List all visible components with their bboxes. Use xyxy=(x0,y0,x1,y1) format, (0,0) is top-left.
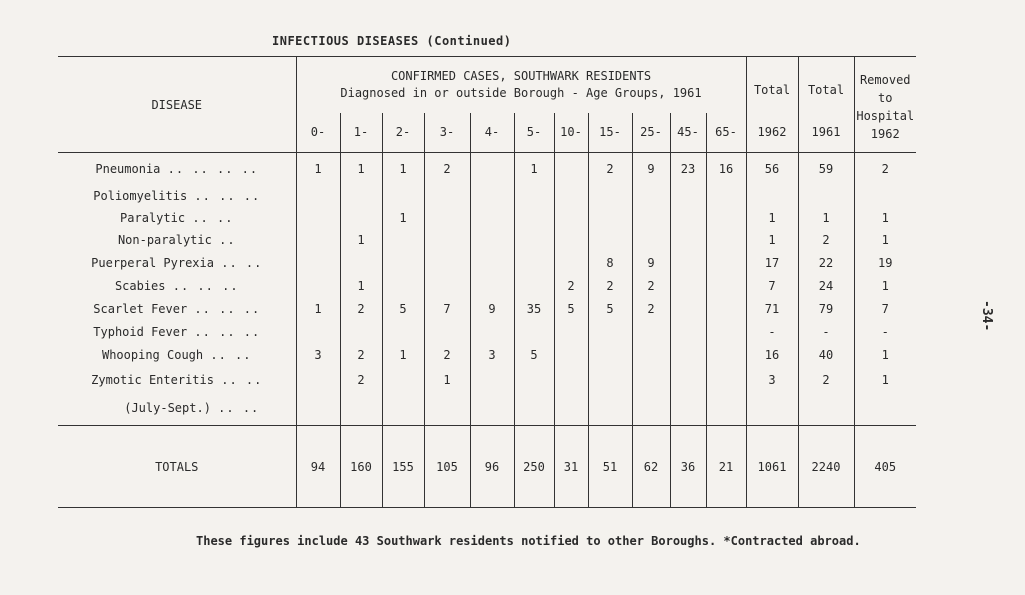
value-cell: 1 xyxy=(746,229,798,251)
table-row xyxy=(58,392,916,426)
value-cell: 2 xyxy=(340,343,382,368)
total-value-cell: 155 xyxy=(382,426,424,508)
value-cell xyxy=(706,368,746,392)
leader-dots: .. .. .. xyxy=(194,188,261,203)
value-cell xyxy=(854,185,916,207)
table-row xyxy=(58,321,916,343)
age-group-header: 2- xyxy=(382,113,424,153)
value-cell: 24 xyxy=(798,275,854,297)
value-cell xyxy=(798,185,854,207)
value-cell: 2 xyxy=(340,368,382,392)
disease-name-cell xyxy=(58,297,296,321)
disease-name-cell xyxy=(58,392,296,426)
disease-header: DISEASE xyxy=(58,57,296,153)
value-cell xyxy=(706,392,746,426)
disease-name-cell xyxy=(58,207,296,229)
value-cell xyxy=(588,229,632,251)
table-row xyxy=(58,368,916,392)
value-cell xyxy=(470,207,514,229)
value-cell xyxy=(514,185,554,207)
total-value-cell: 96 xyxy=(470,426,514,508)
table-row xyxy=(58,207,916,229)
value-cell xyxy=(670,297,706,321)
table-row xyxy=(58,153,916,185)
value-cell xyxy=(470,392,514,426)
leader-dots: .. .. .. .. xyxy=(167,161,259,176)
totals-row xyxy=(58,426,916,508)
value-cell xyxy=(588,343,632,368)
year-1962-header: 1962 xyxy=(746,113,798,153)
value-cell: 2 xyxy=(588,275,632,297)
value-cell xyxy=(424,392,470,426)
value-cell xyxy=(854,392,916,426)
value-cell xyxy=(798,392,854,426)
value-cell xyxy=(296,275,340,297)
age-group-header: 45- xyxy=(670,113,706,153)
leader-dots: .. .. xyxy=(218,401,260,416)
value-cell: 2 xyxy=(340,297,382,321)
value-cell xyxy=(470,251,514,275)
value-cell: 1 xyxy=(854,229,916,251)
value-cell xyxy=(340,185,382,207)
value-cell xyxy=(554,368,588,392)
value-cell: 2 xyxy=(588,153,632,185)
value-cell xyxy=(424,185,470,207)
value-cell xyxy=(296,368,340,392)
value-cell xyxy=(514,251,554,275)
value-cell xyxy=(706,343,746,368)
value-cell xyxy=(588,368,632,392)
value-cell: 1 xyxy=(746,207,798,229)
value-cell: 7 xyxy=(746,275,798,297)
page-title: INFECTIOUS DISEASES (Continued) xyxy=(272,34,512,48)
value-cell: 2 xyxy=(424,153,470,185)
value-cell xyxy=(382,275,424,297)
value-cell: 5 xyxy=(554,297,588,321)
value-cell xyxy=(632,207,670,229)
value-cell xyxy=(670,321,706,343)
value-cell: 16 xyxy=(706,153,746,185)
value-cell: 22 xyxy=(798,251,854,275)
disease-name: Poliomyelitis xyxy=(93,188,188,203)
value-cell xyxy=(382,321,424,343)
value-cell xyxy=(706,251,746,275)
value-cell xyxy=(382,251,424,275)
value-cell: 9 xyxy=(470,297,514,321)
value-cell xyxy=(670,275,706,297)
value-cell: 8 xyxy=(588,251,632,275)
value-cell: 23 xyxy=(670,153,706,185)
value-cell: - xyxy=(854,321,916,343)
value-cell xyxy=(424,321,470,343)
value-cell xyxy=(632,343,670,368)
value-cell: 56 xyxy=(746,153,798,185)
leader-dots: .. .. xyxy=(221,255,263,270)
disease-name-cell xyxy=(58,185,296,207)
totals-label: TOTALS xyxy=(58,426,296,508)
total-value-cell: 21 xyxy=(706,426,746,508)
value-cell: 9 xyxy=(632,153,670,185)
footnote: These figures include 43 Southwark residents notified to other Boroughs. *Contracted abroad. xyxy=(196,534,861,548)
page-number: -34- xyxy=(979,300,994,332)
value-cell xyxy=(470,153,514,185)
value-cell xyxy=(554,185,588,207)
value-cell xyxy=(470,185,514,207)
value-cell: 1 xyxy=(340,229,382,251)
value-cell: 79 xyxy=(798,297,854,321)
value-cell xyxy=(670,251,706,275)
value-cell xyxy=(382,392,424,426)
leader-dots: .. xyxy=(219,232,236,247)
leader-dots: .. .. .. xyxy=(194,301,261,316)
value-cell: 17 xyxy=(746,251,798,275)
value-cell xyxy=(632,185,670,207)
age-group-header: 10- xyxy=(554,113,588,153)
total-value-cell: 405 xyxy=(854,426,916,508)
value-cell: 1 xyxy=(514,153,554,185)
disease-name-cell xyxy=(58,343,296,368)
value-cell xyxy=(554,153,588,185)
value-cell: 7 xyxy=(854,297,916,321)
value-cell xyxy=(706,297,746,321)
value-cell: 40 xyxy=(798,343,854,368)
disease-name-cell xyxy=(58,153,296,185)
value-cell xyxy=(706,275,746,297)
value-cell xyxy=(340,321,382,343)
value-cell xyxy=(296,251,340,275)
value-cell: 2 xyxy=(798,229,854,251)
removed-header: Removed to Hospital 1962 xyxy=(854,57,916,153)
value-cell: 19 xyxy=(854,251,916,275)
value-cell xyxy=(424,275,470,297)
disease-name: Whooping Cough xyxy=(101,348,204,362)
age-group-header: 65- xyxy=(706,113,746,153)
value-cell xyxy=(470,368,514,392)
value-cell xyxy=(514,392,554,426)
group-header-line1: CONFIRMED CASES, SOUTHWARK RESIDENTS xyxy=(390,68,652,83)
disease-table xyxy=(58,56,916,508)
value-cell: 1 xyxy=(854,343,916,368)
disease-name: Paralytic xyxy=(120,210,186,225)
value-cell xyxy=(514,321,554,343)
age-group-header: 25- xyxy=(632,113,670,153)
total-value-cell: 2240 xyxy=(798,426,854,508)
total-value-cell: 36 xyxy=(670,426,706,508)
value-cell xyxy=(706,321,746,343)
value-cell: 71 xyxy=(746,297,798,321)
value-cell: 35 xyxy=(514,297,554,321)
value-cell xyxy=(554,207,588,229)
disease-name: Scabies xyxy=(114,278,166,293)
value-cell: 3 xyxy=(296,343,340,368)
value-cell: 2 xyxy=(632,297,670,321)
value-cell xyxy=(670,392,706,426)
value-cell: 3 xyxy=(746,368,798,392)
disease-name-cell xyxy=(58,321,296,343)
value-cell xyxy=(670,229,706,251)
table-row xyxy=(58,251,916,275)
value-cell: - xyxy=(798,321,854,343)
value-cell: 1 xyxy=(798,207,854,229)
value-cell xyxy=(746,392,798,426)
table-row xyxy=(58,275,916,297)
disease-name: Puerperal Pyrexia xyxy=(91,255,214,270)
value-cell xyxy=(554,343,588,368)
value-cell xyxy=(632,368,670,392)
leader-dots: .. .. xyxy=(221,372,263,387)
value-cell xyxy=(382,185,424,207)
value-cell xyxy=(382,229,424,251)
total-1962-header: Total xyxy=(746,57,798,113)
value-cell: 2 xyxy=(798,368,854,392)
value-cell: 1 xyxy=(382,153,424,185)
total-value-cell: 94 xyxy=(296,426,340,508)
value-cell xyxy=(424,207,470,229)
value-cell xyxy=(588,207,632,229)
disease-name: Typhoid Fever xyxy=(93,324,188,339)
value-cell xyxy=(554,229,588,251)
age-group-header: 1- xyxy=(340,113,382,153)
value-cell: 1 xyxy=(382,343,424,368)
age-group-header: 3- xyxy=(424,113,470,153)
value-cell xyxy=(554,392,588,426)
total-1961-header: Total xyxy=(798,57,854,113)
value-cell xyxy=(670,368,706,392)
value-cell xyxy=(706,185,746,207)
value-cell: 9 xyxy=(632,251,670,275)
table-row xyxy=(58,297,916,321)
leader-dots: .. .. xyxy=(192,210,234,225)
value-cell xyxy=(632,229,670,251)
disease-name: Scarlet Fever xyxy=(93,301,188,316)
value-cell xyxy=(340,392,382,426)
total-value-cell: 250 xyxy=(514,426,554,508)
value-cell xyxy=(746,185,798,207)
value-cell xyxy=(588,321,632,343)
leader-dots: .. .. .. xyxy=(172,278,239,293)
value-cell xyxy=(706,207,746,229)
disease-name: Non-paralytic xyxy=(117,232,212,247)
total-value-cell: 105 xyxy=(424,426,470,508)
value-cell: 5 xyxy=(382,297,424,321)
disease-name: Zymotic Enteritis xyxy=(91,372,214,387)
value-cell: 1 xyxy=(296,153,340,185)
group-header-line2: Diagnosed in or outside Borough - Age Groups, 1961 xyxy=(340,85,702,100)
value-cell xyxy=(514,207,554,229)
value-cell: 2 xyxy=(632,275,670,297)
value-cell: 1 xyxy=(854,368,916,392)
value-cell xyxy=(670,343,706,368)
value-cell xyxy=(424,229,470,251)
disease-name: Pneumonia xyxy=(95,161,161,176)
value-cell xyxy=(554,251,588,275)
value-cell xyxy=(340,251,382,275)
value-cell: 2 xyxy=(854,153,916,185)
value-cell xyxy=(588,392,632,426)
value-cell: 1 xyxy=(340,275,382,297)
leader-dots: .. .. xyxy=(210,348,252,362)
value-cell xyxy=(470,321,514,343)
value-cell xyxy=(340,207,382,229)
value-cell xyxy=(632,321,670,343)
value-cell xyxy=(470,229,514,251)
value-cell: 3 xyxy=(470,343,514,368)
value-cell xyxy=(296,321,340,343)
value-cell: 1 xyxy=(382,207,424,229)
value-cell xyxy=(296,185,340,207)
disease-name-cell xyxy=(58,275,296,297)
value-cell xyxy=(554,321,588,343)
value-cell xyxy=(706,229,746,251)
value-cell xyxy=(470,275,514,297)
value-cell xyxy=(514,229,554,251)
total-value-cell: 31 xyxy=(554,426,588,508)
age-group-header: 5- xyxy=(514,113,554,153)
value-cell xyxy=(296,392,340,426)
table-row xyxy=(58,185,916,207)
value-cell xyxy=(588,185,632,207)
value-cell: 1 xyxy=(854,207,916,229)
value-cell: 1 xyxy=(424,368,470,392)
age-group-header: 15- xyxy=(588,113,632,153)
year-1961-header: 1961 xyxy=(798,113,854,153)
disease-name-cell xyxy=(58,251,296,275)
value-cell: 7 xyxy=(424,297,470,321)
value-cell: 16 xyxy=(746,343,798,368)
total-value-cell: 62 xyxy=(632,426,670,508)
total-value-cell: 51 xyxy=(588,426,632,508)
value-cell xyxy=(514,275,554,297)
value-cell xyxy=(670,185,706,207)
value-cell xyxy=(296,229,340,251)
value-cell: - xyxy=(746,321,798,343)
value-cell: 59 xyxy=(798,153,854,185)
group-header xyxy=(296,57,746,113)
total-value-cell: 1061 xyxy=(746,426,798,508)
age-group-header: 4- xyxy=(470,113,514,153)
value-cell: 1 xyxy=(296,297,340,321)
value-cell xyxy=(424,251,470,275)
age-group-header: 0- xyxy=(296,113,340,153)
disease-name-cell xyxy=(58,368,296,392)
value-cell: 2 xyxy=(554,275,588,297)
value-cell: 1 xyxy=(854,275,916,297)
leader-dots: .. .. .. xyxy=(194,324,261,339)
total-value-cell: 160 xyxy=(340,426,382,508)
disease-name: (July-Sept.) xyxy=(124,401,211,416)
disease-name-cell xyxy=(58,229,296,251)
value-cell xyxy=(514,368,554,392)
value-cell: 2 xyxy=(424,343,470,368)
value-cell xyxy=(296,207,340,229)
table-row xyxy=(58,229,916,251)
value-cell xyxy=(670,207,706,229)
table-row xyxy=(58,343,916,368)
value-cell: 5 xyxy=(588,297,632,321)
value-cell xyxy=(632,392,670,426)
value-cell xyxy=(382,368,424,392)
value-cell: 5 xyxy=(514,343,554,368)
value-cell: 1 xyxy=(340,153,382,185)
